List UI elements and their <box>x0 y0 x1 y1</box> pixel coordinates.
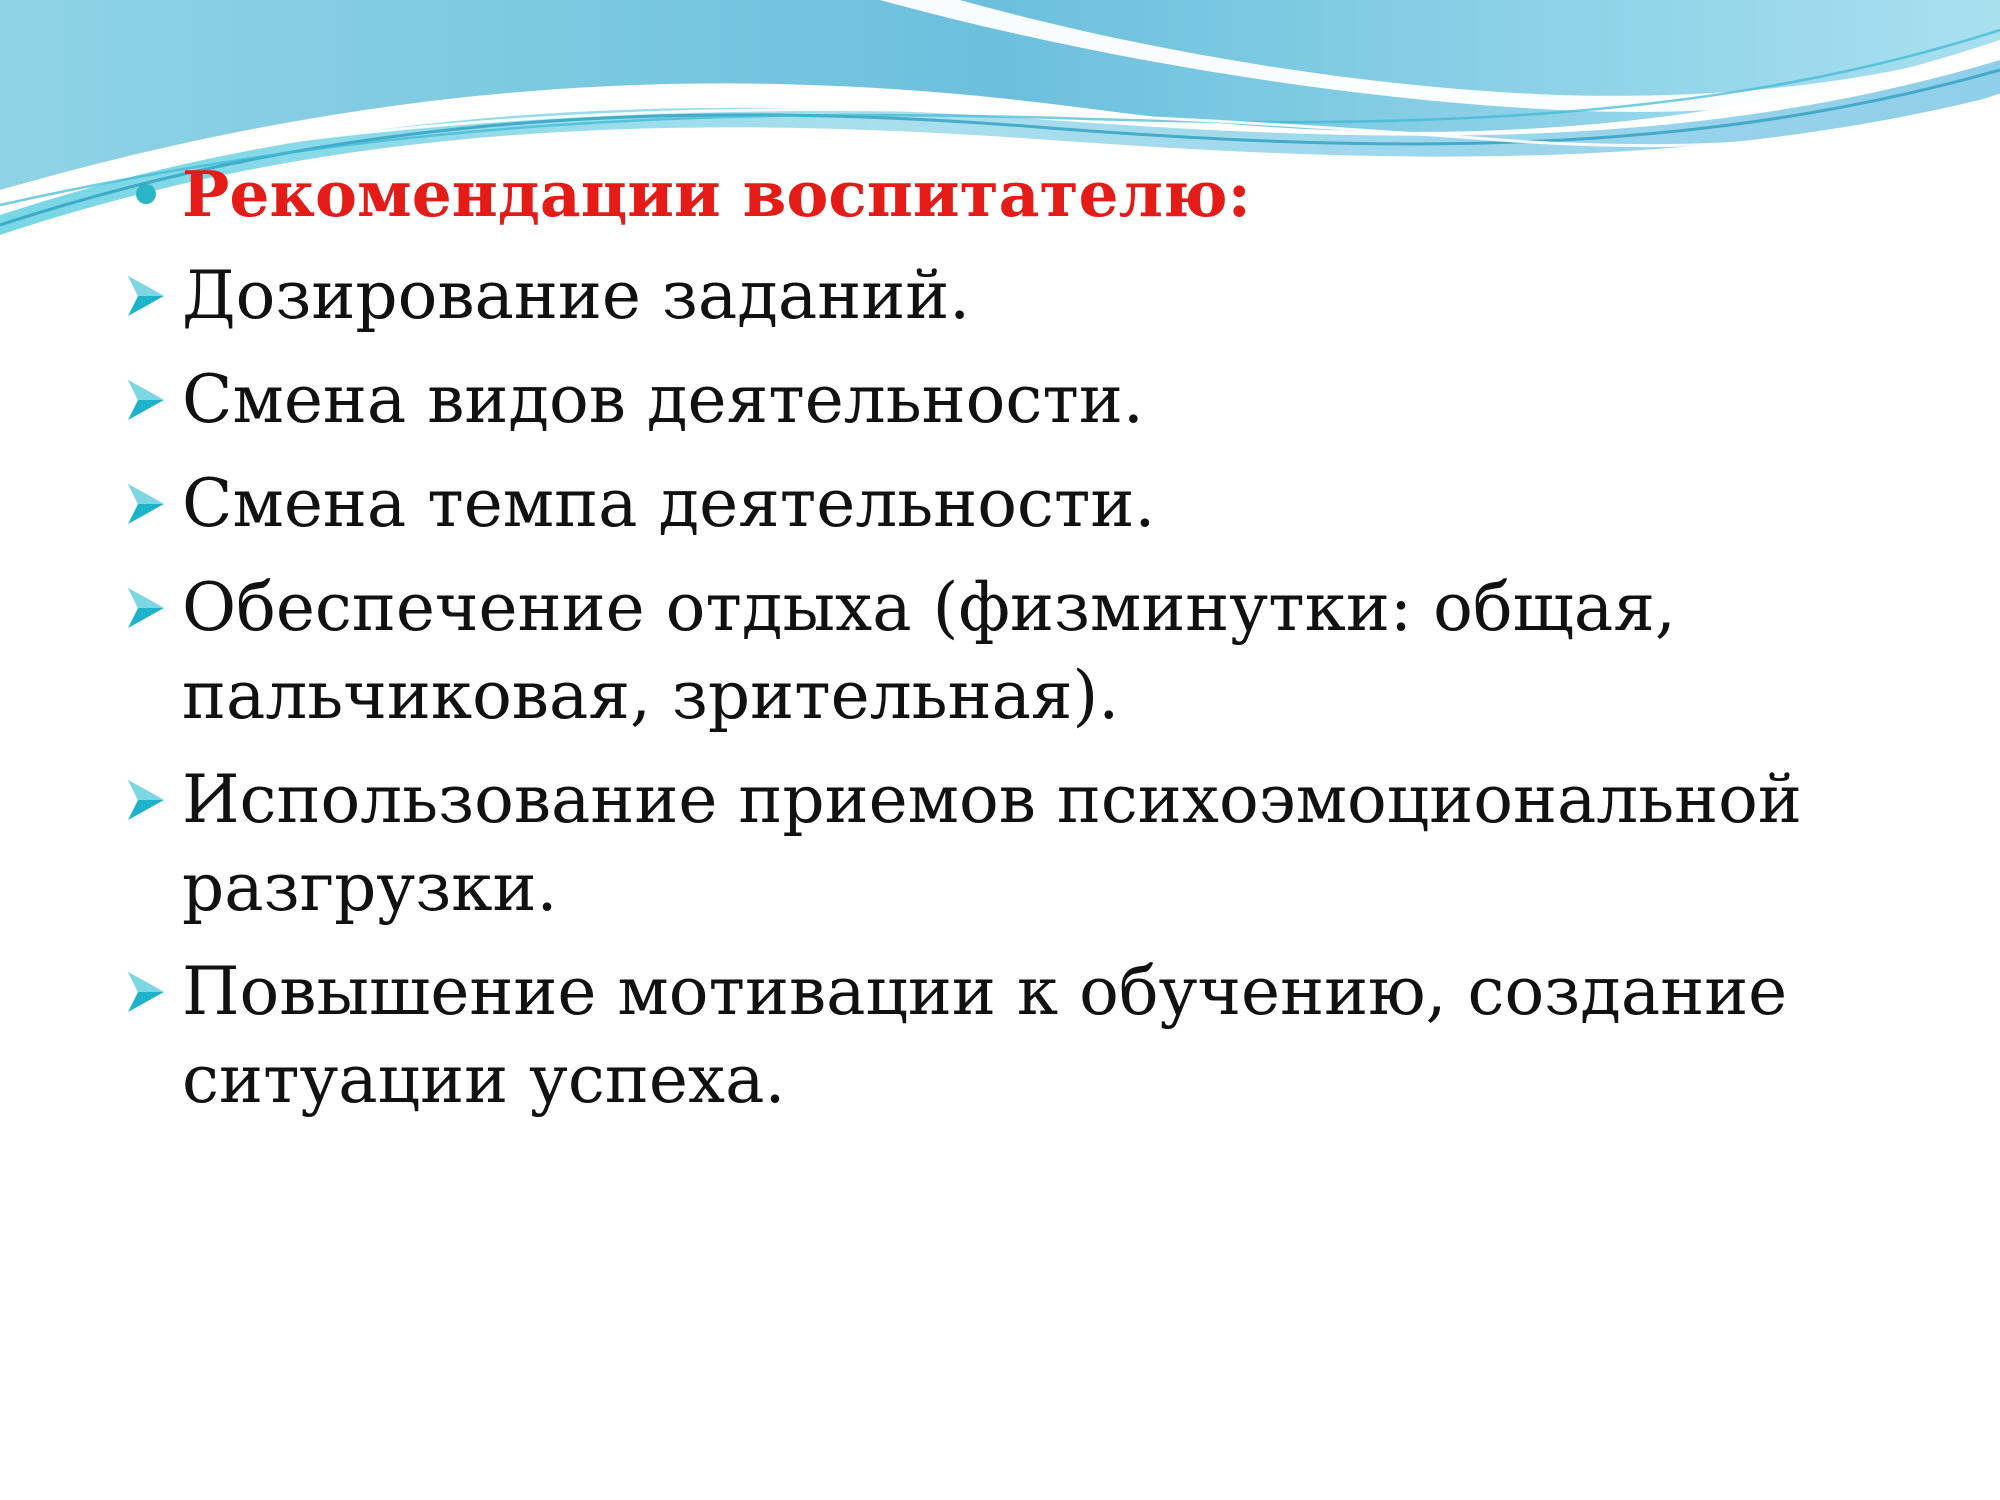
list-item-text: Смена видов деятельности. <box>182 361 1144 438</box>
list-item <box>122 356 1882 444</box>
list-item-text: Обеспечение отдыха (физминутки: общая, пальчиковая, зрительная). <box>182 569 1676 734</box>
list-item-text: Использование приемов психоэмоциональной разгрузки. <box>182 761 1802 926</box>
list-item <box>122 564 1882 740</box>
list-item-text: Смена темпа деятельности. <box>182 465 1156 542</box>
slide-heading-text: Рекомендации воспитателю: <box>182 157 1251 231</box>
round-bullet-icon <box>122 150 170 238</box>
list-item <box>122 948 1882 1124</box>
arrow-bullet-icon <box>122 948 170 1036</box>
arrow-bullet-icon <box>122 756 170 844</box>
list-item-text: Дозирование заданий. <box>182 257 971 334</box>
arrow-bullet-icon <box>122 356 170 444</box>
list-item <box>122 460 1882 548</box>
arrow-bullet-icon <box>122 564 170 652</box>
slide-heading <box>122 150 1882 238</box>
slide-content <box>122 150 1882 1140</box>
list-item-text: Повышение мотивации к обучению, создание ситуации успеха. <box>182 953 1788 1118</box>
list-item <box>122 756 1882 932</box>
arrow-bullet-icon <box>122 252 170 340</box>
list-item <box>122 252 1882 340</box>
arrow-bullet-icon <box>122 460 170 548</box>
